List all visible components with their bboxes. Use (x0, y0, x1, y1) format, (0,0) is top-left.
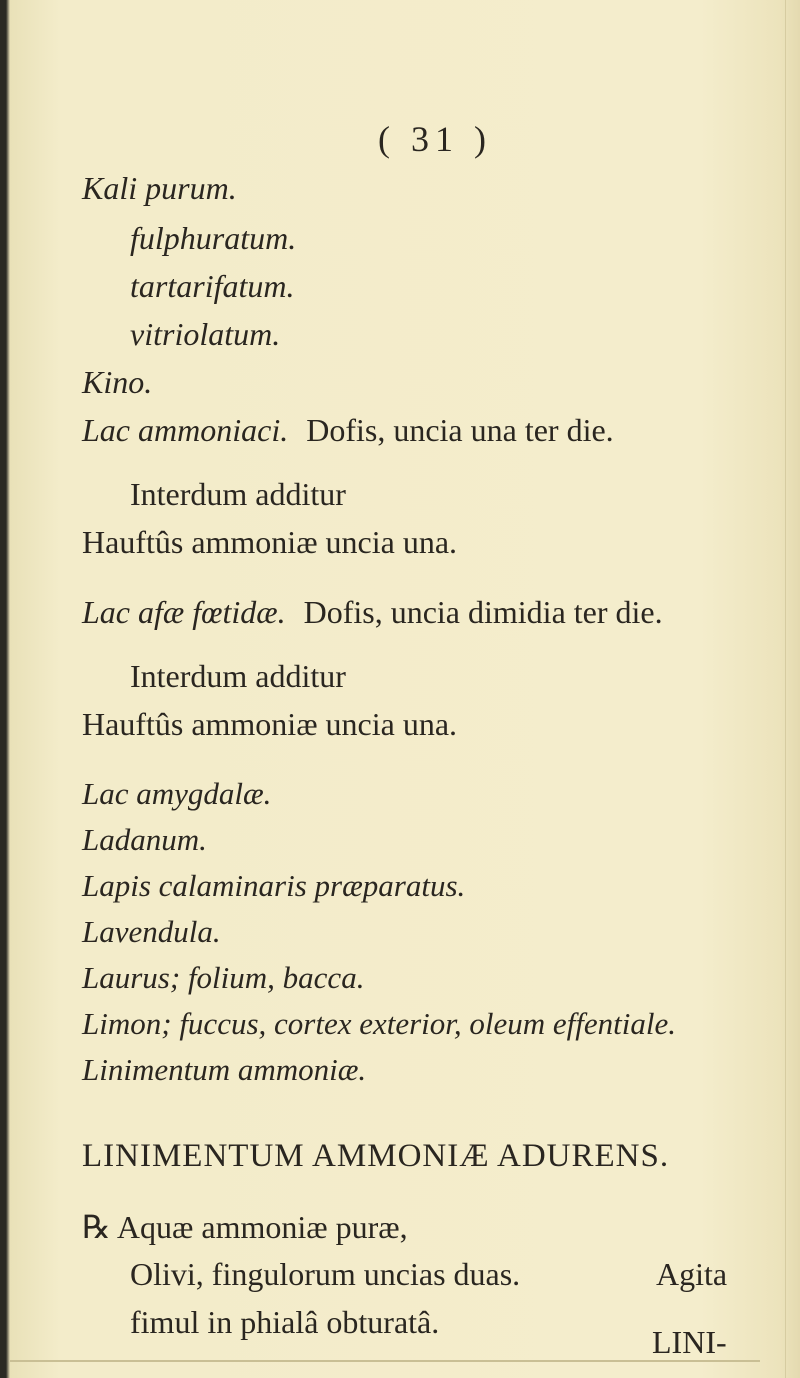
drug-parts: ; folium, bacca. (169, 960, 365, 995)
drug-parts: ; fuccus, cortex exterior, oleum effentiale. (161, 1006, 677, 1041)
dose-text: Dofis, uncia una ter die. (306, 412, 614, 448)
entry-lac-ammoniaci (82, 412, 614, 449)
page-number: ( 31 ) (378, 119, 492, 159)
dose-text: Dofis, uncia dimidia ter die. (303, 594, 663, 630)
note-interdum: Interdum additur (130, 476, 346, 512)
entry-laurus (82, 960, 364, 996)
recipe-line-2-agita: Agita (656, 1256, 728, 1292)
catchword: LINI- (652, 1324, 727, 1360)
note-haustus: Hauftûs ammoniæ uncia una. (82, 524, 458, 560)
drug-name: Lac ammoniaci. (82, 412, 289, 448)
drug-name: Laurus (82, 960, 170, 995)
entry-linimentum: Linimentum ammoniæ. (82, 1052, 367, 1087)
entry-tartarisatum: tartarifatum. (130, 268, 295, 304)
note-interdum: Interdum additur (130, 658, 346, 694)
entry-lapis: Lapis calaminaris præparatus. (82, 868, 466, 903)
entry-kino: Kino. (82, 364, 153, 400)
entry-sulphuratum: fulphuratum. (130, 220, 297, 256)
note-haustus: Hauftûs ammoniæ uncia una. (82, 706, 458, 742)
entry-limon (82, 1006, 676, 1042)
recipe-line-2: Olivi, fingulorum uncias duas. (130, 1256, 521, 1292)
recipe-line-1: ℞ Aquæ ammoniæ puræ, (82, 1209, 408, 1245)
page-edge (785, 0, 786, 1378)
entry-lavendula: Lavendula. (82, 914, 221, 949)
entry-kali-purum: Kali purum. (82, 170, 237, 206)
recipe-heading: LINIMENTUM AMMONIÆ ADURENS. (82, 1138, 670, 1174)
recipe-line-3: fimul in phialâ obturatâ. (130, 1304, 440, 1340)
drug-name: Lac afæ fœtidæ. (82, 594, 286, 630)
entry-lac-asae (82, 594, 663, 631)
bottom-rule (10, 1360, 760, 1362)
entry-lac-amygdalae: Lac amygdalæ. (82, 776, 272, 811)
entry-vitriolatum: vitriolatum. (130, 316, 281, 352)
entry-ladanum: Ladanum. (82, 822, 207, 857)
drug-name: Limon (82, 1006, 162, 1041)
